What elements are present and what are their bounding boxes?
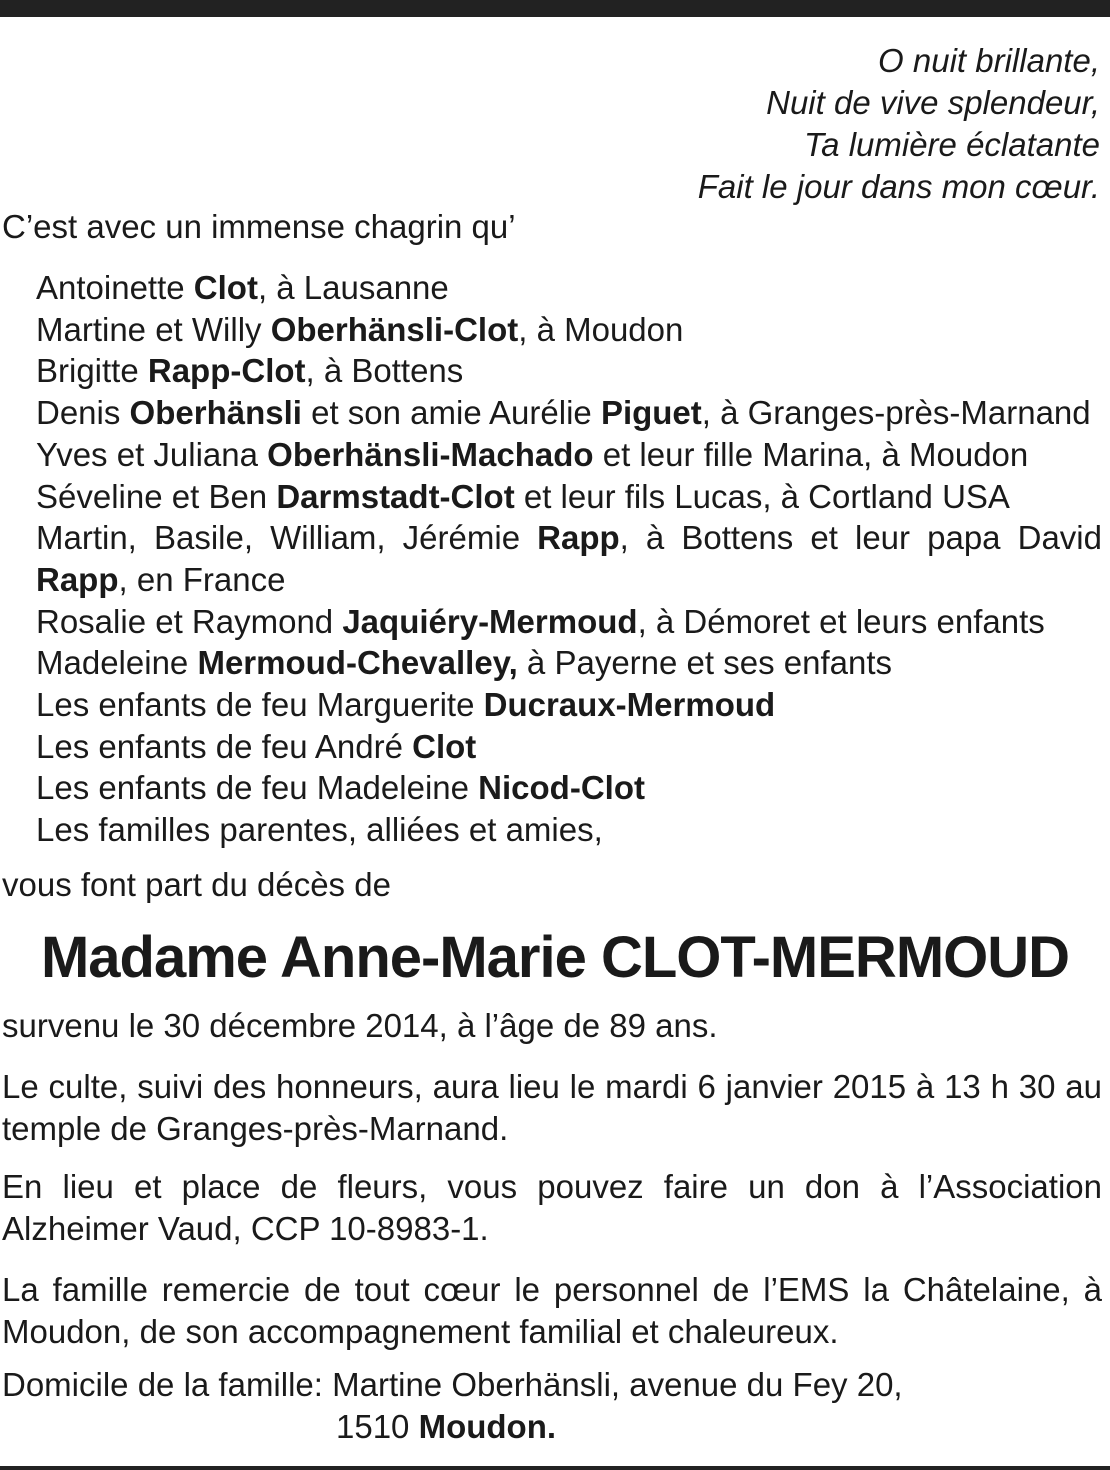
family-surname: Piguet bbox=[600, 394, 702, 432]
family-row: Les enfants de feu Marguerite Ducraux-Mermoud bbox=[36, 686, 776, 724]
domicile-address: Domicile de la famille: Martine Oberhänsli, avenue du Fey 20, bbox=[2, 1366, 903, 1403]
family-row: Antoinette Clot, à Lausanne bbox=[36, 269, 449, 306]
family-list bbox=[36, 267, 1102, 851]
family-surname: Clot bbox=[193, 269, 258, 306]
notify-text: vous font part du décès de bbox=[2, 866, 391, 903]
family-row: Les enfants de feu André Clot bbox=[36, 727, 477, 765]
family-surname: Rapp-Clot bbox=[147, 352, 306, 390]
family-surname: Rapp bbox=[36, 560, 119, 598]
deceased-name: Madame Anne-Marie CLOT-MERMOUD bbox=[40, 925, 1070, 990]
family-row: Brigitte Rapp-Clot, à Bottens bbox=[36, 352, 464, 390]
family-surname: Oberhänsli bbox=[129, 394, 302, 432]
donation-text: En lieu et place de fleurs, vous pouvez faire un don à l’Association Alzheimer Vaud, CCP 10-8983-1. bbox=[2, 1168, 1102, 1247]
poem-line: O nuit brillante, bbox=[878, 42, 1100, 79]
family-surname: Ducraux-Mermoud bbox=[483, 686, 776, 724]
family-surname: Mermoud-Chevalley, bbox=[197, 644, 518, 682]
thanks-text: La famille remercie de tout cœur le personnel de l’EMS la Châtelaine, à Moudon, de son accompagnement familial et chaleureux. bbox=[2, 1271, 1102, 1350]
intro-text: C’est avec un immense chagrin qu’ bbox=[2, 208, 516, 245]
poem-line: Fait le jour dans mon cœur. bbox=[697, 168, 1100, 205]
family-row: Martin, Basile, William, Jérémie Rapp, à Bottens et leur papa David Rapp, en France bbox=[36, 519, 1102, 598]
family-row: Yves et Juliana Oberhänsli-Machado et leur fille Marina, à Moudon bbox=[36, 435, 1029, 473]
family-surname: Darmstadt-Clot bbox=[276, 477, 515, 515]
family-row: Madeleine Mermoud-Chevalley, à Payerne et ses enfants bbox=[36, 644, 892, 682]
family-row: Séveline et Ben Darmstadt-Clot et leur fils Lucas, à Cortland USA bbox=[36, 477, 1010, 515]
passing-date-text: survenu le 30 décembre 2014, à l’âge de 89 ans. bbox=[2, 1007, 718, 1044]
poem-line: Ta lumière éclatante bbox=[804, 126, 1100, 163]
family-row: Denis Oberhänsli et son amie Aurélie Piguet, à Granges-près-Marnand bbox=[36, 394, 1091, 432]
family-row: Les familles parentes, alliées et amies, bbox=[36, 811, 603, 849]
bottom-border-rule bbox=[0, 1466, 1110, 1470]
family-surname: Jaquiéry-Mermoud bbox=[342, 602, 638, 640]
epigraph-poem bbox=[400, 40, 1100, 208]
service-text: Le culte, suivi des honneurs, aura lieu le mardi 6 janvier 2015 à 13 h 30 au temple de Granges-près-Marnand. bbox=[2, 1068, 1102, 1147]
family-row: Les enfants de feu Madeleine Nicod-Clot bbox=[36, 769, 645, 807]
family-surname: Rapp bbox=[537, 519, 620, 557]
domicile-city: 1510 Moudon. bbox=[336, 1408, 557, 1445]
family-surname: Oberhänsli-Clot bbox=[270, 310, 519, 348]
family-row: Rosalie et Raymond Jaquiéry-Mermoud, à Démoret et leurs enfants bbox=[36, 602, 1045, 640]
top-border-rule bbox=[0, 0, 1110, 17]
family-row: Martine et Willy Oberhänsli-Clot, à Moudon bbox=[36, 310, 684, 348]
family-surname: Nicod-Clot bbox=[478, 769, 645, 807]
family-surname: Oberhänsli-Machado bbox=[267, 435, 594, 473]
family-surname: Clot bbox=[412, 727, 477, 765]
poem-line: Nuit de vive splendeur, bbox=[766, 84, 1100, 121]
